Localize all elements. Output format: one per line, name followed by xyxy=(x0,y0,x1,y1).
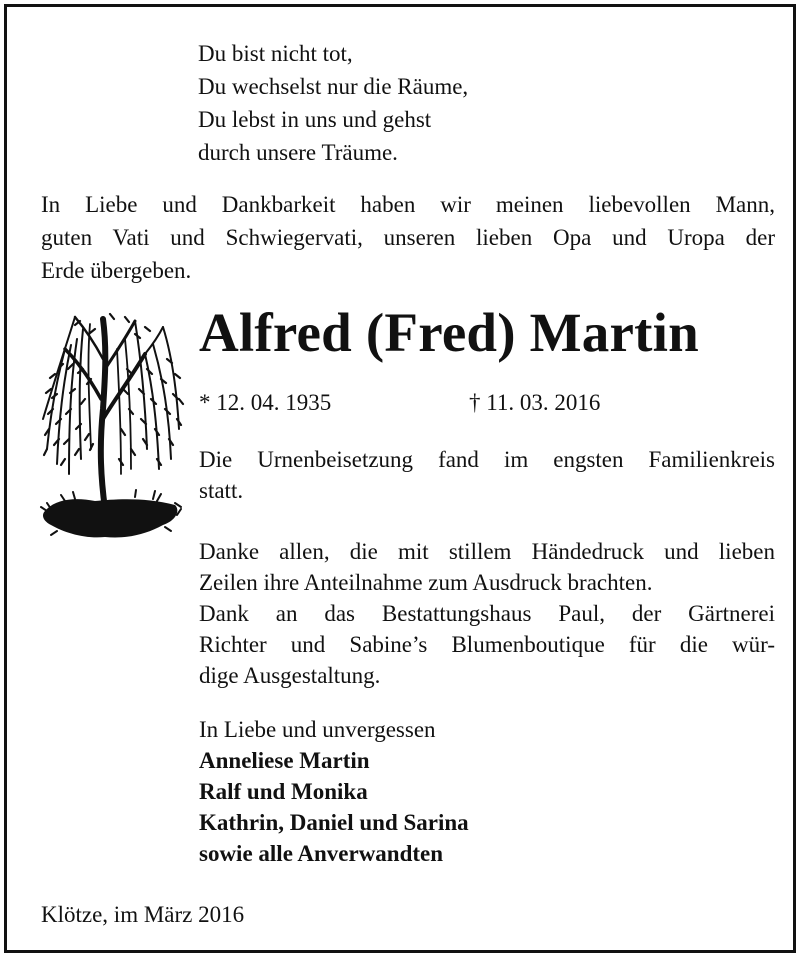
burial-notice xyxy=(199,444,775,506)
thanks-paragraph xyxy=(199,536,775,691)
intro-paragraph xyxy=(41,188,775,287)
thanks-line: Zeilen ihre Anteilnahme zum Ausdruck brachten. xyxy=(199,570,653,595)
mourner-name: Kathrin, Daniel und Sarina xyxy=(199,810,469,835)
obituary-frame xyxy=(4,4,796,953)
thanks-line: Danke allen, die mit stillem Händedruck und lieben xyxy=(199,539,775,564)
intro-line: Erde übergeben. xyxy=(41,258,192,283)
mourner-name: Anneliese Martin xyxy=(199,748,370,773)
poem-line: Du bist nicht tot, xyxy=(198,41,353,66)
poem xyxy=(198,37,468,169)
intro-line: In Liebe und Dankbarkeit haben wir meinen liebevollen Mann, xyxy=(41,192,775,217)
deceased-name: Alfred (Fred) Martin xyxy=(199,302,699,363)
poem-line: Du wechselst nur die Räume, xyxy=(198,74,469,99)
intro-line: guten Vati und Schwiegervati, unseren lieben Opa und Uropa der xyxy=(41,225,775,250)
closing-block xyxy=(199,714,469,869)
poem-line: durch unsere Träume. xyxy=(198,140,398,165)
thanks-line: Richter und Sabine’s Blumenboutique für die wür- xyxy=(199,632,775,657)
death-date: † 11. 03. 2016 xyxy=(469,390,601,415)
poem-line: Du lebst in uns und gehst xyxy=(198,107,432,132)
thanks-line: Dank an das Bestattungshaus Paul, der Gärtnerei xyxy=(199,601,775,626)
place-date: Klötze, im März 2016 xyxy=(41,902,245,927)
birth-date: * 12. 04. 1935 xyxy=(199,390,332,415)
weeping-willow-icon xyxy=(35,299,185,555)
mourner-name: Ralf und Monika xyxy=(199,779,368,804)
closing-intro: In Liebe und unvergessen xyxy=(199,717,436,742)
burial-line: Die Urnenbeisetzung fand im engsten Familienkreis xyxy=(199,447,775,472)
thanks-line: dige Ausgestaltung. xyxy=(199,663,381,688)
mourner-name: sowie alle Anverwandten xyxy=(199,841,444,866)
burial-line: statt. xyxy=(199,478,244,503)
